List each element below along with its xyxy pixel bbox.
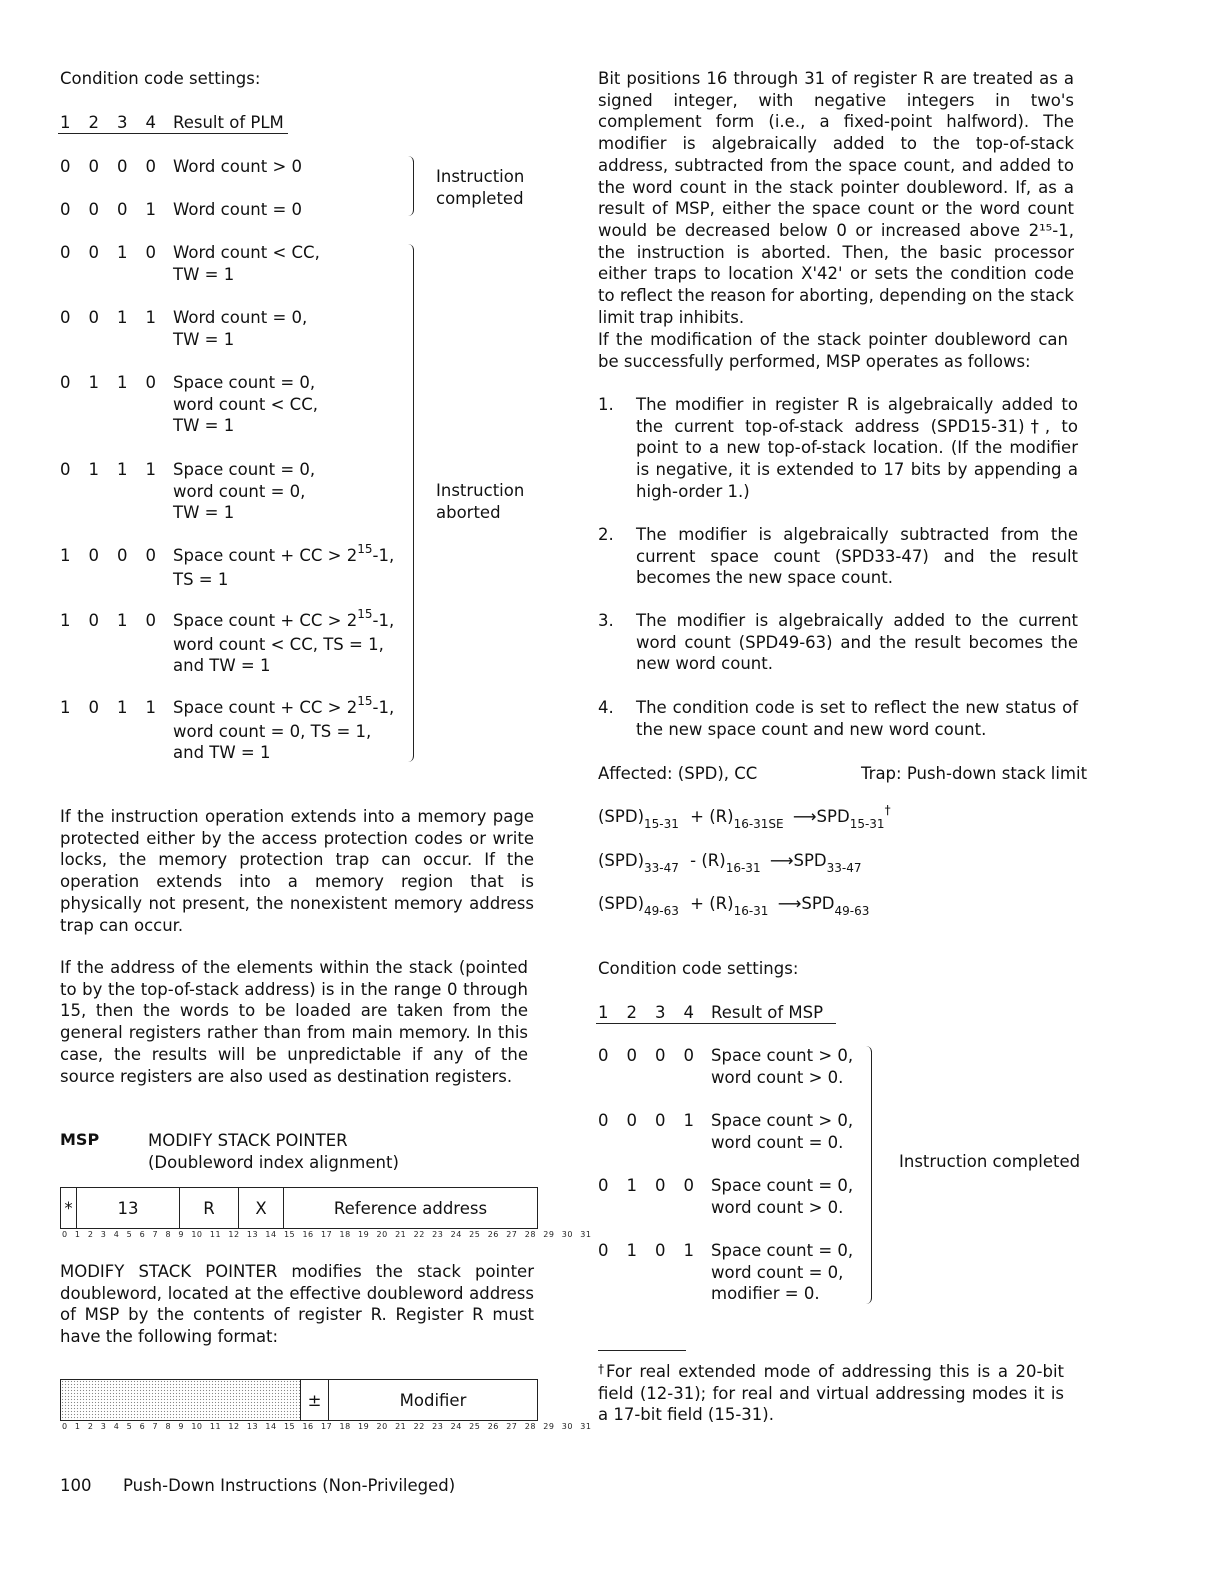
trap-line: Trap: Push-down stack limit [861,764,1088,783]
cc-header-right: 1 2 3 4 [598,1003,694,1022]
equation-3: $(SPD)_{49-63} + (R)_{16-31}$ $⟶SPD_{49-63}$ [598,894,870,918]
group-label-completed: Instruction completed [436,167,525,208]
cc-header-left: 1 2 3 4 [60,113,156,132]
footnote-rule [598,1350,686,1351]
msp-description: MODIFY STACK POINTER modifies the stack pointer doubleword, located at the effective doubleword address of MSP by the contents of register R. Register R must have the following format: [60,1262,534,1347]
operation-intro-paragraph: If the modification of the stack pointer doubleword can be successfully performed, MSP operates as follows: [598,330,1068,371]
brace-aborted [406,244,414,762]
cc-header-result-right: Result of MSP [711,1003,824,1022]
page-footer: 100 Push-Down Instructions (Non-Privileged) [60,1476,456,1495]
equation-2: $(SPD)_{33-47} - (R)_{16-31}$ $⟶SPD_{33-47}$ [598,851,862,875]
bit-scale: 0 1 2 3 4 5 6 7 8 9 10 11 12 13 14 15 16 17 18 19 20 21 22 23 24 25 26 27 28 29 30 31 [62,1422,592,1431]
step-1: 1. The modifier in register R is algebraically added to the current top-of-stack address (SPD15-31)†, to point to a new top-of-stack location. (If the modifier is negative, it is extended to 17 bits by appending a high-order 1.) [598,395,1078,501]
footnote: † For real extended mode of addressing this is a 20-bit field (12-31); for real and virtual addressing modes it is a 17-bit field (15-31). [598,1362,1064,1425]
bit-scale: 0 1 2 3 4 5 6 7 8 9 10 11 12 13 14 15 16 17 18 19 20 21 22 23 24 25 26 27 28 29 30 31 [62,1230,592,1239]
cc-heading-right: Condition code settings: [598,959,799,978]
general-registers-paragraph: If the address of the elements within the stack (pointed to by the top-of-stack address) is in the range 0 through 15, then the words to be loaded are taken from the general registers rather than from main memory. In this case, the results will be unpredictable if any of the source registers are also used as destination registers. [60,958,528,1086]
group-label-aborted: Instruction aborted [436,481,525,522]
cc-header-result-left: Result of PLM [173,113,284,132]
instruction-format [60,1187,538,1229]
instruction-note: (Doubleword index alignment) [148,1153,399,1172]
brace-completed [406,156,414,216]
step-3: 3. The modifier is algebraically added to the current word count (SPD49-63) and the result becomes the new word count. [598,611,1078,674]
affected-line: Affected: (SPD), CC [598,764,758,783]
cc-header-rule [596,1023,836,1024]
cc-header-rule [58,133,288,134]
instruction-name: MODIFY STACK POINTER [148,1131,348,1150]
unused-shaded-field [61,1380,301,1420]
indirect-bit: * [61,1188,77,1228]
equation-1: $(SPD)_{15-31} + (R)_{16-31SE}$ $⟶SPD_{15-31}^\dagger$ [598,803,891,831]
cc-heading-left: Condition code settings: [60,69,261,88]
group-label-right: Instruction completed [899,1152,1081,1171]
step-2: 2. The modifier is algebraically subtracted from the current space count (SPD33-47) and the result becomes the new space count. [598,525,1078,588]
register-format [60,1379,538,1421]
modifier-field: Modifier [399,1390,467,1410]
x-field: X [239,1188,284,1228]
step-4: 4. The condition code is set to reflect the new status of the new space count and new word count. [598,698,1078,739]
reference-address-field: Reference address [333,1198,488,1218]
bit-positions-paragraph: Bit positions 16 through 31 of register R are treated as a signed integer, with negative integers in two's complement form (i.e., a fixed-point halfword). The modifier is algebraically added to the top-of-stack address, subtracted from the space count, and added to the word count in the stack pointer doubleword. If, as a result of MSP, either the space count or the word count would be decreased below 0 or increased above 2¹⁵-1, the instruction is aborted. Then, the basic processor either traps to location X'42' or sets the condition code to reflect the reason for aborting, depending on the stack limit trap inhibits. [598,69,1074,327]
r-field: R [180,1188,239,1228]
mnemonic: MSP [60,1130,100,1149]
brace-completed-right [864,1046,872,1304]
protection-trap-paragraph: If the instruction operation extends into a memory page protected either by the access protection codes or write locks, the memory protection trap can occur. If the operation extends into a memory region that is physically not present, the nonexistent memory address trap can occur. [60,807,534,935]
sign-field: ± [301,1380,329,1420]
opcode-field: 13 [77,1188,180,1228]
